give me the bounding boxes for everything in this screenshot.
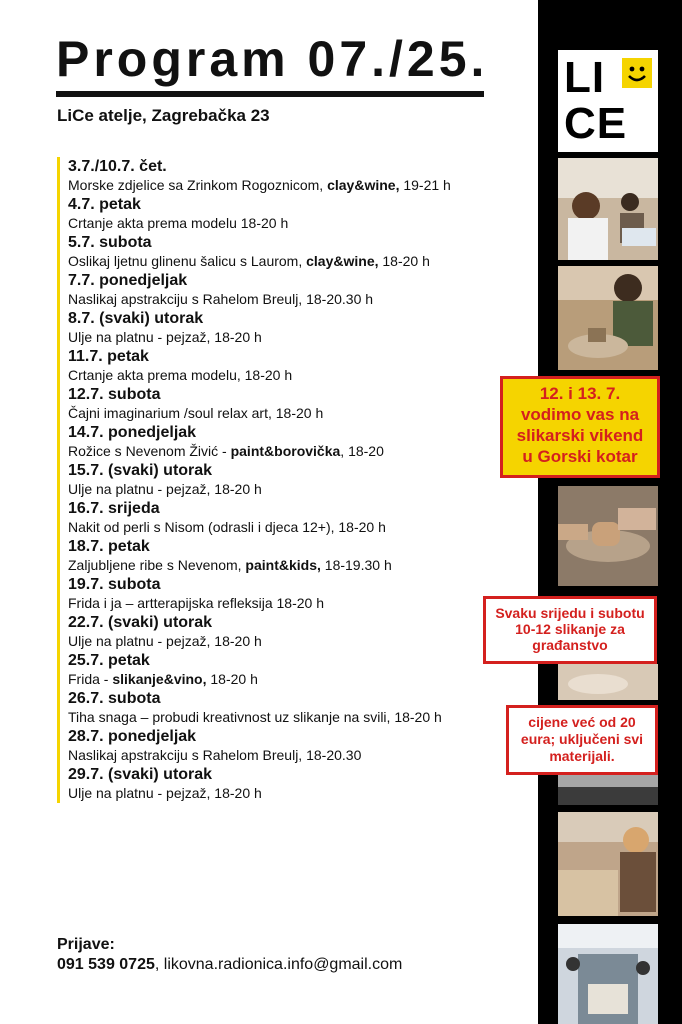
page-title: Program 07./25. xyxy=(56,31,489,87)
event-text: Crtanje akta prema modelu 18-20 h xyxy=(68,215,289,231)
event-date: 19.7. subota xyxy=(68,576,161,593)
logo-bottom-letters: CE xyxy=(564,99,628,148)
event-time: , 18-20 xyxy=(340,443,384,459)
notice-weekly-classes xyxy=(483,596,657,664)
event-item xyxy=(68,423,543,460)
photo-painting-class xyxy=(558,158,658,260)
event-description xyxy=(68,291,543,308)
contact-email[interactable]: , likovna.radionica.info@gmail.com xyxy=(154,956,403,973)
event-text: Ulje na platnu - pejzaž, 18-20 h xyxy=(68,329,262,345)
event-description xyxy=(68,405,543,422)
title-underline xyxy=(56,91,484,97)
event-text: Čajni imaginarium /soul relax art, 18-20 h xyxy=(68,405,324,421)
event-description xyxy=(68,215,543,232)
event-description xyxy=(68,177,543,194)
notice-line: u Gorski kotar xyxy=(522,447,638,466)
photo-pottery-table xyxy=(558,266,658,370)
event-description xyxy=(68,785,543,802)
event-date: 18.7. petak xyxy=(68,538,150,555)
event-date: 26.7. subota xyxy=(68,690,161,707)
notice-line: materijali. xyxy=(549,748,615,764)
event-item xyxy=(68,727,543,764)
event-text: Ulje na platnu - pejzaž, 18-20 h xyxy=(68,633,262,649)
event-item xyxy=(68,499,543,536)
event-description xyxy=(68,481,543,498)
event-tag: clay&wine, xyxy=(327,177,400,193)
event-tag: paint&kids, xyxy=(245,557,321,573)
event-description xyxy=(68,671,543,688)
event-tag: slikanje&vino, xyxy=(112,671,207,687)
contact-phone[interactable]: 091 539 0725 xyxy=(57,956,155,973)
event-text: Zaljubljene ribe s Nevenom, xyxy=(68,557,246,573)
event-date: 29.7. (svaki) utorak xyxy=(68,766,213,783)
event-item xyxy=(68,461,543,498)
event-date: 22.7. (svaki) utorak xyxy=(68,614,213,631)
event-description xyxy=(68,367,543,384)
event-text: Frida - xyxy=(68,671,113,687)
notice-line: vodimo vas na xyxy=(520,405,640,424)
event-description xyxy=(68,557,543,574)
notice-line: cijene već od 20 xyxy=(528,714,636,730)
event-time: 18-20 h xyxy=(378,253,430,269)
event-description xyxy=(68,595,543,612)
event-item xyxy=(68,195,543,232)
event-text: Nakit od perli s Nisom (odrasli i djeca 12+), 18-20 h xyxy=(68,519,386,535)
event-date: 12.7. subota xyxy=(68,386,161,403)
event-item xyxy=(68,575,543,612)
photo-clay-hands xyxy=(558,664,658,700)
notice-line: 12. i 13. 7. xyxy=(539,384,621,403)
event-date: 4.7. petak xyxy=(68,196,141,213)
smiley-icon xyxy=(622,58,652,88)
event-item xyxy=(68,651,543,688)
notice-painting-weekend xyxy=(500,376,660,478)
event-date: 8.7. (svaki) utorak xyxy=(68,310,204,327)
photo-pottery-wheel xyxy=(558,486,658,586)
event-date: 7.7. ponedjeljak xyxy=(68,272,188,289)
lice-logo xyxy=(558,50,658,152)
event-date: 14.7. ponedjeljak xyxy=(68,424,197,441)
event-text: Naslikaj apstrakciju s Rahelom Breulj, 18-20.30 h xyxy=(68,291,374,307)
event-item xyxy=(68,347,543,384)
notice-line: Svaku srijedu i subotu xyxy=(495,605,645,621)
event-description xyxy=(68,747,543,764)
event-date: 15.7. (svaki) utorak xyxy=(68,462,213,479)
venue-address: LiCe atelje, Zagrebačka 23 xyxy=(57,106,270,125)
event-text: Naslikaj apstrakciju s Rahelom Breulj, 18-20.30 xyxy=(68,747,362,763)
event-text: Crtanje akta prema modelu, 18-20 h xyxy=(68,367,293,383)
event-description xyxy=(68,519,543,536)
event-description xyxy=(68,633,543,650)
photo-workshop-room xyxy=(558,924,658,1024)
event-item xyxy=(68,233,543,270)
notice-line: građanstvo xyxy=(532,637,608,653)
event-text: Rožice s Nevenom Živić - xyxy=(68,443,231,459)
contact-block xyxy=(57,935,402,975)
event-time: 19-21 h xyxy=(399,177,451,193)
event-item xyxy=(68,271,543,308)
event-description xyxy=(68,253,543,270)
photo-workshop-detail xyxy=(558,775,658,805)
event-item xyxy=(68,157,543,194)
event-description xyxy=(68,443,543,460)
event-date: 3.7./10.7. čet. xyxy=(68,158,167,175)
event-item xyxy=(68,385,543,422)
notice-line: eura; uključeni svi xyxy=(520,731,644,747)
event-tag: clay&wine, xyxy=(306,253,379,269)
event-item xyxy=(68,689,543,726)
event-item xyxy=(68,613,543,650)
logo-top-letters: LI xyxy=(564,53,606,102)
event-text: Oslikaj ljetnu glinenu šalicu s Laurom, xyxy=(68,253,307,269)
event-item xyxy=(68,309,543,346)
event-text: Ulje na platnu - pejzaž, 18-20 h xyxy=(68,785,262,801)
event-date: 16.7. srijeda xyxy=(68,500,160,517)
event-time: 18-19.30 h xyxy=(320,557,392,573)
event-date: 11.7. petak xyxy=(68,348,149,365)
event-time: 18-20 h xyxy=(206,671,258,687)
event-text: Tiha snaga – probudi kreativnost uz slikanje na svili, 18-20 h xyxy=(68,709,442,725)
event-text: Morske zdjelice sa Zrinkom Rogoznicom, xyxy=(68,177,328,193)
notice-line: 10-12 slikanje za xyxy=(515,621,625,637)
event-date: 5.7. subota xyxy=(68,234,152,251)
event-item xyxy=(68,765,543,802)
event-text: Frida i ja – artterapijska refleksija 18-20 h xyxy=(68,595,325,611)
event-description xyxy=(68,709,543,726)
event-date: 28.7. ponedjeljak xyxy=(68,728,197,745)
notice-line: slikarski vikend xyxy=(516,426,644,445)
notice-prices xyxy=(506,705,658,775)
event-date: 25.7. petak xyxy=(68,652,150,669)
event-tag: paint&borovička xyxy=(230,443,341,459)
event-text: Ulje na platnu - pejzaž, 18-20 h xyxy=(68,481,262,497)
event-list xyxy=(57,157,543,803)
photo-group-painting xyxy=(558,812,658,916)
contact-label: Prijave: xyxy=(57,936,115,953)
event-item xyxy=(68,537,543,574)
event-description xyxy=(68,329,543,346)
